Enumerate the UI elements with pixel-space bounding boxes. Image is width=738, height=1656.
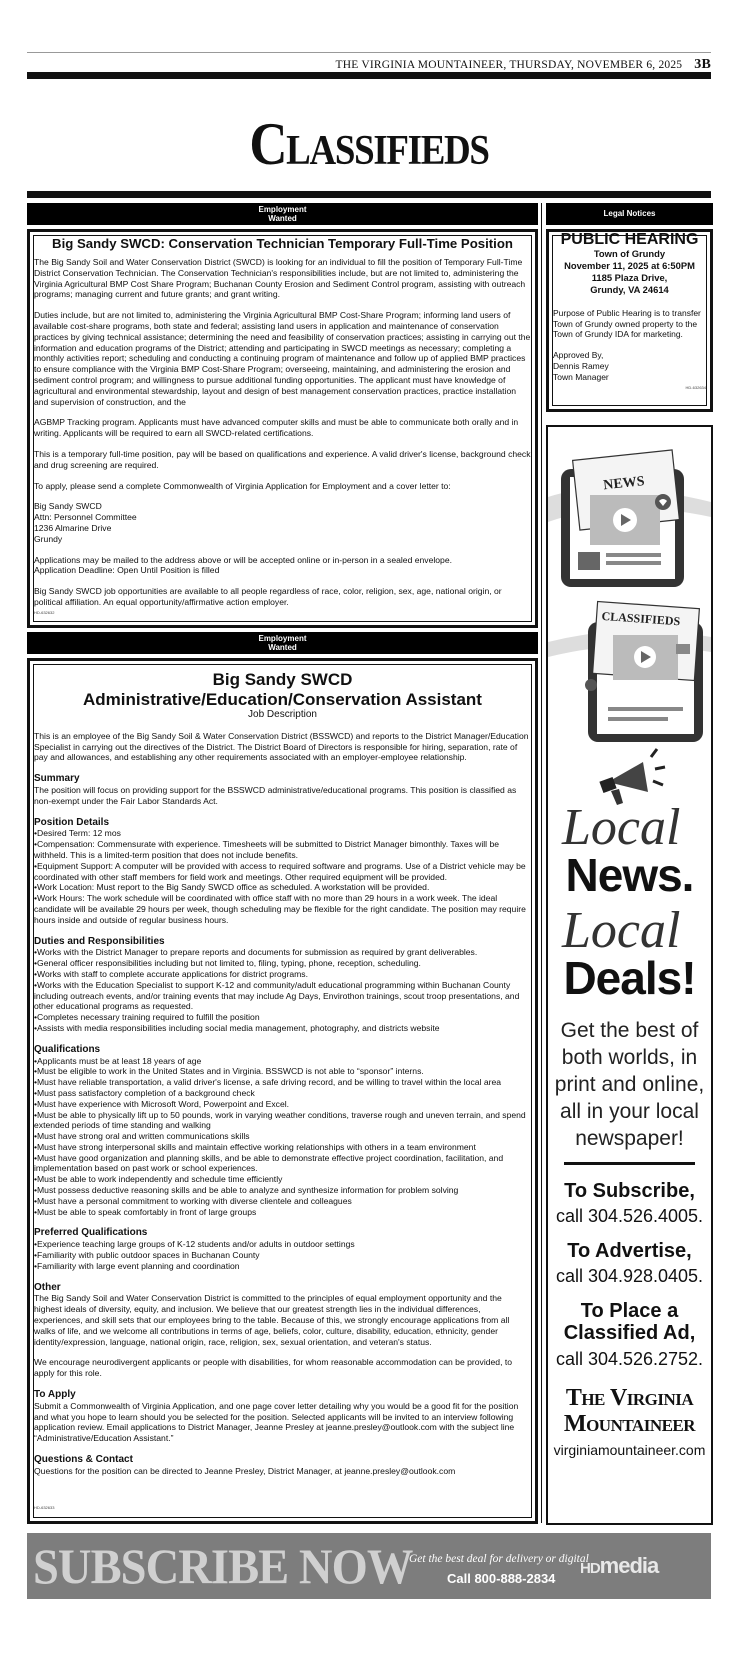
ad1-title: Big Sandy SWCD: Conservation Technician Temporary Full-Time Position <box>52 236 513 251</box>
ad2-contact-heading: Questions & Contact <box>34 1454 133 1466</box>
column-divider <box>541 203 542 1523</box>
brand-logo <box>548 1385 711 1437</box>
ad2-summary-heading: Summary <box>34 773 80 785</box>
ad2-detail: •Compensation: Commensurate with experience. Timesheets will be submitted to District Manager bimonthly. Taxes will be withheld. This is a limited-term position that does not include benefits. <box>34 839 500 860</box>
ad2-subtitle: Job Description <box>248 709 317 720</box>
ad2-other-heading: Other <box>34 1281 61 1293</box>
title-rule <box>27 191 711 198</box>
advertise-phone: call 304.928.0405. <box>555 1266 704 1286</box>
ad2-detail: •Equipment Support: A computer will be provided with access to required software and programs. Use of a District vehicle may be coordinated with other staff members for field work and meetings. Other required equipment will be provided. <box>34 860 526 882</box>
section-legal: Legal Notices <box>546 203 713 225</box>
ad2-qual: •Must be able to speak comfortably in front of large groups <box>34 1206 257 1217</box>
classified-heading <box>548 1300 711 1344</box>
ad2-title-2: Administrative/Education/Conservation Assistant <box>83 690 482 709</box>
legal-sign-2: Dennis Ramey <box>553 360 609 371</box>
ad2-detail: •Work Hours: The work schedule will be coordinated with office staff with no more than 29 hours in a work week. The ideal candidate will be available 29 hours per week, though scheduling may be flexible for the right candidate. The position may require hours inside and outside of regular business hours. <box>34 893 526 925</box>
ad1-address-1: Big Sandy SWCD <box>34 501 102 512</box>
promo-tagline <box>548 1017 711 1152</box>
ad1-mail-1: Applications may be mailed to the address above or will be accepted online or in-person in a sealed envelope. <box>34 554 453 565</box>
ad2-qual: •Must have reliable transportation, a valid driver's license, a safe driving record, and be willing to travel within the local area <box>34 1077 502 1088</box>
ad2-duty: •Works with the Education Specialist to support K-12 and community/adult educational programming within Buchanan County including outreach events, and/or training events that may include Ag Days, Envirothon trainings, scout troop presentations, and other educational programs as requested. <box>34 979 520 1012</box>
ad2-qual: •Must possess deductive reasoning skills and be able to analyze and synthesize information for problem solving <box>34 1185 459 1196</box>
ad2-summary: The position will focus on providing support for the BSSWCD administrative/educational programs. This position is classified as non-exempt under the Fair Labor Standards Act. <box>34 784 517 806</box>
subscribe-now-text: SUBSCRIBE NOW <box>33 1538 413 1594</box>
logo-hd: HD <box>580 1560 600 1577</box>
brand-line: The Virginia <box>565 1385 694 1411</box>
ad2-intro: This is an employee of the Big Sandy Soil & Water Conservation District (BSSWCD) and reports to the District Manager/Education Specialist in carrying out the directives of the District. The District Board of Directors is responsible for hiring, separation, rate of pay and allowances, and establishing any other requirements associated with an employer-employee relationship. <box>34 730 529 763</box>
top-rule <box>27 52 711 53</box>
brand-line: Mountaineer <box>563 1411 696 1437</box>
ad1-para-3: AGBMP Tracking program. Applicants must have advanced computer skills and must be able to communicate both orally and in writing. Applicants will be required to earn all SWCD-related certifications. <box>34 417 519 439</box>
ad2-qual: •Must have strong oral and written communications skills <box>34 1131 250 1142</box>
legal-line: Town of Grundy <box>593 247 666 259</box>
classified-heading-line: Classified Ad, <box>563 1322 696 1344</box>
site-url[interactable]: virginiamountaineer.com <box>553 1442 706 1458</box>
legal-code: HD-632634 <box>685 384 706 390</box>
ad1-equal: Big Sandy SWCD job opportunities are available to all people regardless of race, color, religion, sex, age, national origin, or political affiliation. An equal opportunity/affirmative action employer. <box>34 586 502 607</box>
legal-line: November 11, 2025 at 6:50PM <box>564 259 695 271</box>
ad1-para-1: The Big Sandy Soil and Water Conservation District (SWCD) is looking for an individual to fill the position of Temporary Full-Time District Conservation Technician. The Conservation Technician's responsibilities include, but are not limited to, administering the Virginia Agricultural BMP Cost Share Program; Buchanan County Erosion and Sediment Control program, assisting with outreach programs; managing current and future grants; and grant writing. <box>34 257 526 300</box>
ad1-para-2: Duties include, but are not limited to, administering the Virginia Agricultural BMP Cost-Share Program; informing land users of available cost-share programs, both state and federal; assisting land users in application and maintenance of conservation practices by giving technical assistance; determining the need and feasibility of conservation practices; assisting in carrying out the information and education programs of the District; attending and participating in SWCD meetings as necessary; completing a monthly activities report; scheduling and conducting a continuing program of maintenance and follow up of applied BMP practices to ensure compliance with the Virginia BMP Cost-Share Program; overseeing, maintaining, and administering the erosion and sediment control program; and willingness to pursue additional funding opportunities. The applicant must have knowledge of agricultural and environmental stewardship, layout and design of best management conservation practices, practice installation and supervision of construction, and the <box>34 310 531 407</box>
ad2-other-2: We encourage neurodivergent applicants or people with disabilities, for whom reasonable accommodation can be provided, to apply for this role. <box>34 1357 513 1379</box>
ad2-contact: Questions for the position can be directed to Jeanne Presley, District Manager, at jeanne.presley@outlook.com <box>34 1465 456 1476</box>
ad1-para-4: This is a temporary full-time position, pay will be based on qualifications and experience. A valid driver's license, background check and drug screening are required. <box>34 448 531 470</box>
news-label: NEWS <box>602 474 646 494</box>
subscribe-heading: To Subscribe, <box>564 1180 695 1202</box>
ad2-qual: •Must have a personal commitment to working with diverse clientele and colleagues <box>34 1195 352 1206</box>
ad2-qual: •Must pass satisfactory completion of a background check <box>34 1087 255 1098</box>
ad2-qual: •Must have good organization and planning skills, and be able to demonstrate effective project coordination, facilitation, and implementation based on past work or school experiences. <box>34 1152 504 1174</box>
classified-heading-line: To Place a <box>580 1300 679 1322</box>
page-number: 3B <box>694 57 711 72</box>
ad2-pref: •Familiarity with public outdoor spaces in Buchanan County <box>34 1250 260 1261</box>
masthead <box>0 57 711 73</box>
promo-divider <box>564 1162 695 1165</box>
masthead-text: THE VIRGINIA MOUNTAINEER, THURSDAY, NOVEMBER 6, 2025 <box>335 59 683 71</box>
ad2-qual: •Must have experience with Microsoft Word, Powerpoint and Excel. <box>34 1098 290 1109</box>
promo-deals: Deals! <box>563 952 696 1004</box>
advertise-heading: To Advertise, <box>567 1240 692 1262</box>
ad1-address-4: Grundy <box>34 533 63 544</box>
ad2-qual: •Must be eligible to work in the United States and in Virginia. BSSWCD is not able to “sponsor” interns. <box>34 1066 424 1077</box>
tagline-line: all in your local <box>560 1100 699 1123</box>
subscribe-tagline: Get the best deal for delivery or digital <box>409 1553 589 1565</box>
ad2-duty: •Completes necessary training required to fulfill the position <box>34 1012 260 1023</box>
ad2-details-heading: Position Details <box>34 816 110 828</box>
legal-notice <box>553 231 706 393</box>
ad2-title-1: Big Sandy SWCD <box>212 670 353 689</box>
ad1-address-2: Attn: Personnel Committee <box>34 512 137 523</box>
promo-local-1: Local <box>562 799 681 856</box>
ad1-mail-2: Application Deadline: Open Until Position is filled <box>34 565 220 576</box>
ad2-detail: •Work Location: Must report to the Big Sandy SWCD office as scheduled. A workstation will be provided. <box>34 882 430 893</box>
promo-ad <box>546 425 713 1525</box>
page-title: Classifieds <box>249 111 489 177</box>
ad2-other: The Big Sandy Soil and Water Conservation District is committed to the principles of equal employment opportunity and the highest ideals of diversity, equity, and inclusion. We believe that our greatest strength lies in the individual differences, experiences, and skill sets that our employees bring to the table. Because of this, we strongly encourage applications from all walks of life, and we welcome all contributions in terms of age, beliefs, color, culture, disability, education, ethnicity, gender identity/expression, language, national origin, race, religion, sex, sexual orientation, and veteran's status. <box>34 1293 510 1347</box>
legal-sign-3: Town Manager <box>553 371 609 382</box>
legal-line: 1185 Plaza Drive, <box>591 271 668 283</box>
ad2-duty: •Works with the District Manager to prepare reports and documents for submission as required by grant deliverables. <box>34 947 478 958</box>
ad1-code: HD-632632 <box>34 609 55 615</box>
masthead-rule <box>27 72 711 79</box>
ad2-qual: •Must be able to physically lift up to 50 pounds, work in varying weather conditions, traverse rough and uneven terrain, and spend extended periods of time standing and walking <box>34 1109 526 1131</box>
ad2-duties-heading: Duties and Responsibilities <box>34 935 165 947</box>
logo-media: media <box>599 1553 659 1578</box>
ad2-content <box>34 670 531 1513</box>
ad2-apply: Submit a Commonwealth of Virginia Application, and one page cover letter detailing why you would be a good fit for the position and what you hope to learn should you be selected for the position. Selected applicants will be invited to an interview following application review. Email applications to District Manager, Jeanne Presley at jeanne.presley@outlook.com with the subject line “Administrative/Education Assistant.” <box>34 1400 519 1444</box>
ad2-code: HD-632633 <box>34 1504 55 1510</box>
ad2-duty: •General officer responsibilities including but not limited to, filing, typing, phone, reception, scheduling. <box>34 958 421 969</box>
promo-news: News. <box>565 849 694 901</box>
ad2-pref-heading: Preferred Qualifications <box>34 1227 148 1239</box>
tagline-line: print and online, <box>554 1073 705 1096</box>
ad2-duty: •Works with staff to complete accurate applications for district programs. <box>34 968 308 979</box>
ad2-apply-heading: To Apply <box>34 1389 76 1401</box>
tagline-line: Get the best of <box>560 1019 699 1042</box>
ad2-duty: •Assists with media responsibilities including social media management, photography, and districts website <box>34 1022 440 1033</box>
ad2-qual: •Applicants must be at least 18 years of age <box>34 1055 202 1066</box>
ad1-para-5: To apply, please send a complete Commonwealth of Virginia Application for Employment and a cover letter to: <box>34 480 451 491</box>
legal-line: Grundy, VA 24614 <box>590 283 669 295</box>
ad2-qual: •Must have strong interpersonal skills and maintain effective working relationships with others in a team environment <box>34 1141 476 1152</box>
section-employment-2: Employment Wanted <box>27 632 538 654</box>
ad1-content <box>34 236 531 619</box>
subscribe-banner[interactable] <box>27 1533 711 1599</box>
classifieds-label: CLASSIFIEDS <box>601 608 681 629</box>
news-tablet-illustration <box>548 427 711 757</box>
ad1-address-3: 1236 Almarine Drive <box>34 522 112 533</box>
subscribe-phone: call 304.526.4005. <box>555 1206 704 1226</box>
ad2-detail: •Desired Term: 12 mos <box>34 828 121 839</box>
legal-heading: PUBLIC HEARING <box>560 231 699 248</box>
ad2-pref: •Experience teaching large groups of K-12 students and/or adults in outdoor settings <box>34 1239 355 1250</box>
tagline-line: newspaper! <box>575 1127 684 1150</box>
tagline-line: both worlds, in <box>561 1046 698 1069</box>
legal-sign-1: Approved By, <box>553 350 604 361</box>
hdmedia-logo <box>580 1553 658 1579</box>
ad2-qual: •Must be able to work independently and schedule time efficiently <box>34 1174 283 1185</box>
ad2-pref: •Familiarity with large event planning and coordination <box>34 1260 240 1271</box>
ad2-qual-heading: Qualifications <box>34 1043 101 1055</box>
promo-local-2: Local <box>562 902 681 959</box>
classified-phone: call 304.526.2752. <box>555 1349 704 1369</box>
legal-body: Purpose of Public Hearing is to transfer Town of Grundy owned property to the Town of Grundy IDA for marketing. <box>553 307 701 340</box>
section-employment-1: Employment Wanted <box>27 203 538 225</box>
subscribe-phone: Call 800-888-2834 <box>447 1571 556 1586</box>
